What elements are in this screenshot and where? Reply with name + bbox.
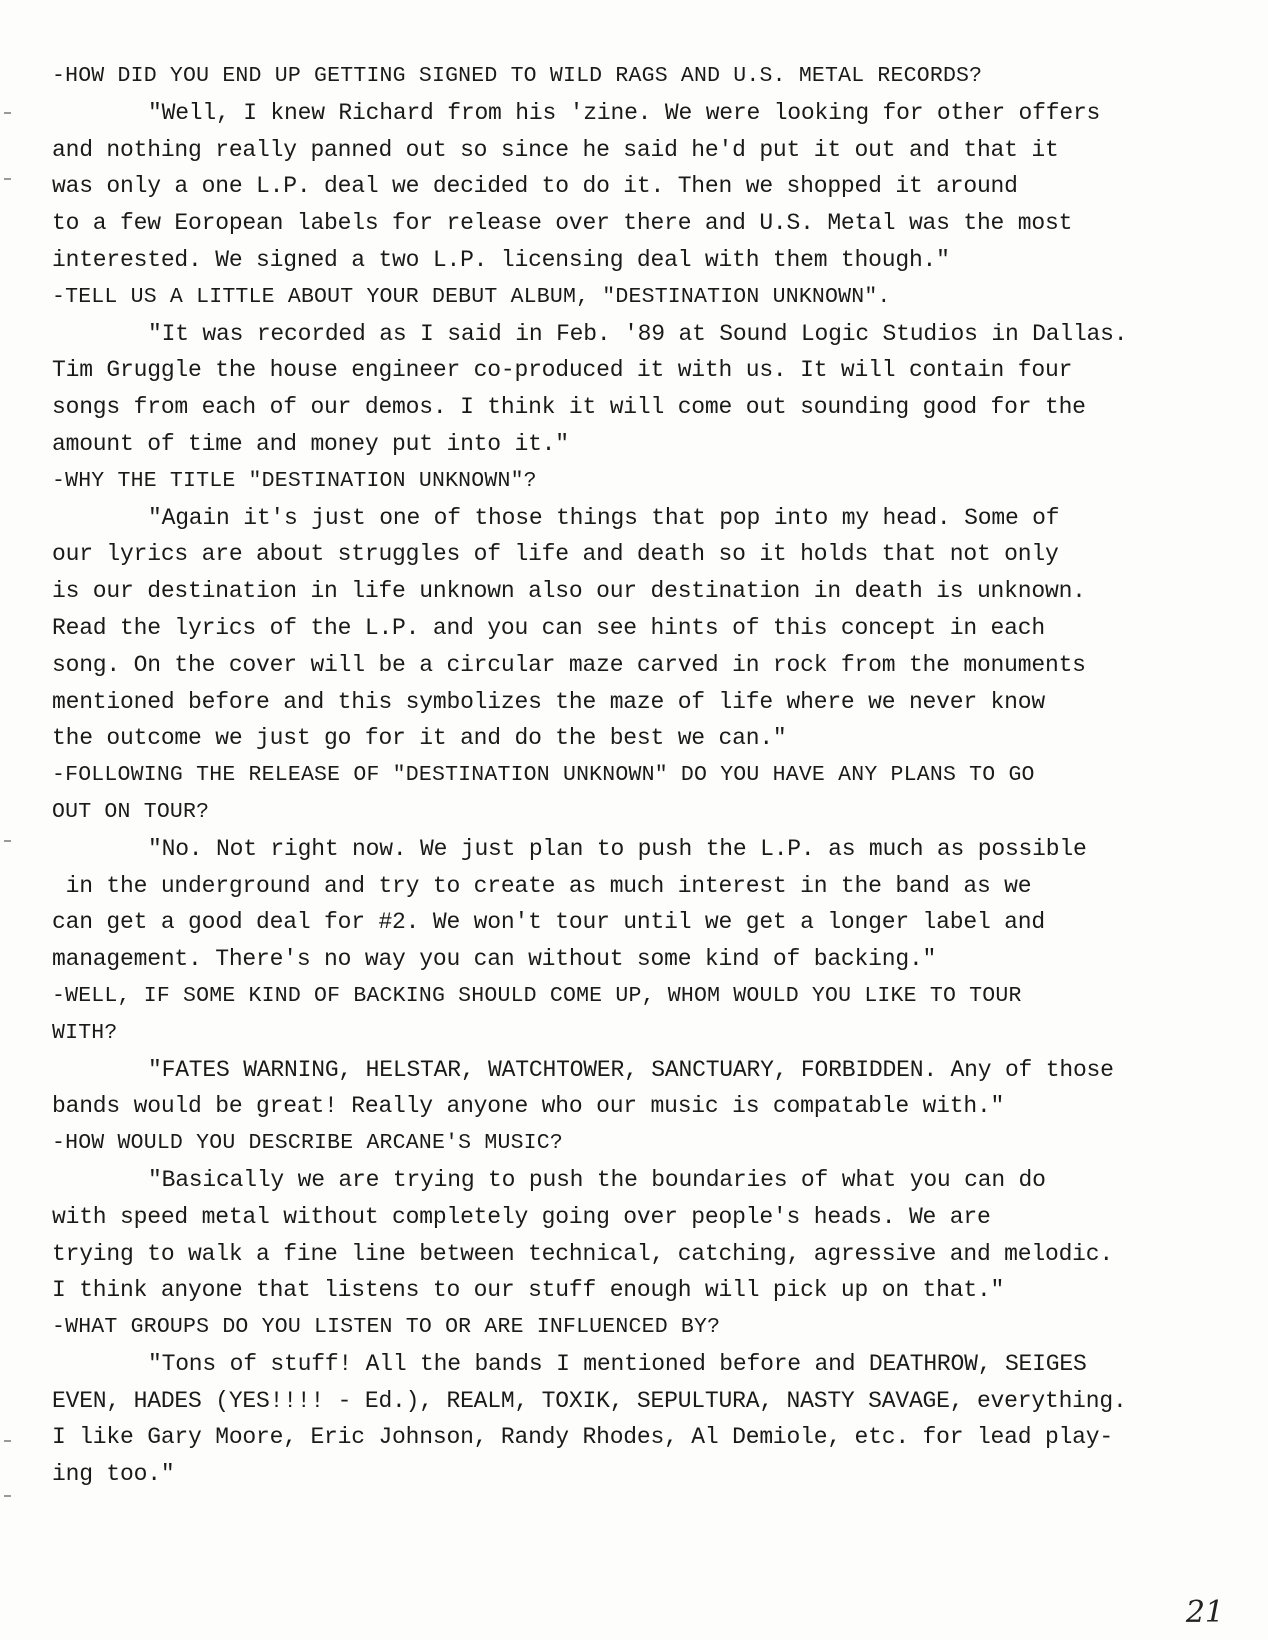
question-line: -WHY THE TITLE "DESTINATION UNKNOWN"? <box>52 468 537 493</box>
margin-mark <box>4 178 11 180</box>
answer-line: songs from each of our demos. I think it will come out sounding good for the <box>52 394 1086 421</box>
answer-line: trying to walk a fine line between technical, catching, agressive and melodic. <box>52 1240 1113 1267</box>
answer-line: I think anyone that listens to our stuff enough will pick up on that." <box>52 1277 1005 1304</box>
interview-text <box>52 58 1232 1493</box>
answer-line: bands would be great! Really anyone who our music is compatable with." <box>52 1093 1005 1120</box>
answer-line: "No. Not right now. We just plan to push the L.P. as much as possible <box>148 835 1087 862</box>
answer-line: was only a one L.P. deal we decided to do it. Then we shopped it around <box>52 173 1018 200</box>
answer-line: management. There's no way you can without some kind of backing." <box>52 946 937 973</box>
answer-line: with speed metal without completely going over people's heads. We are <box>52 1203 991 1230</box>
question-line: -TELL US A LITTLE ABOUT YOUR DEBUT ALBUM, "DESTINATION UNKNOWN". <box>52 284 891 309</box>
answer-line: can get a good deal for #2. We won't tour until we get a longer label and <box>52 909 1045 936</box>
answer-line: and nothing really panned out so since he said he'd put it out and that it <box>52 136 1059 163</box>
answer-line: "FATES WARNING, HELSTAR, WATCHTOWER, SANCTUARY, FORBIDDEN. Any of those <box>148 1056 1114 1083</box>
answer-line: to a few Eoropean labels for release over there and U.S. Metal was the most <box>52 210 1073 237</box>
question-line: OUT ON TOUR? <box>52 799 210 824</box>
question-line: -WHAT GROUPS DO YOU LISTEN TO OR ARE INFLUENCED BY? <box>52 1315 721 1340</box>
answer-line: "Tons of stuff! All the bands I mentioned before and DEATHROW, SEIGES <box>148 1350 1087 1377</box>
answer-line: mentioned before and this symbolizes the maze of life where we never know <box>52 688 1045 715</box>
answer-line: our lyrics are about struggles of life and death so it holds that not only <box>52 541 1059 568</box>
answer-line: "It was recorded as I said in Feb. '89 at Sound Logic Studios in Dallas. <box>148 320 1128 347</box>
question-line: -HOW WOULD YOU DESCRIBE ARCANE'S MUSIC? <box>52 1131 563 1156</box>
margin-mark <box>4 1440 11 1442</box>
answer-line: ing too." <box>52 1461 175 1488</box>
margin-mark <box>4 1495 11 1497</box>
answer-line: the outcome we just go for it and do the best we can." <box>52 725 787 752</box>
question-line: -HOW DID YOU END UP GETTING SIGNED TO WILD RAGS AND U.S. METAL RECORDS? <box>52 64 983 88</box>
question-line: -FOLLOWING THE RELEASE OF "DESTINATION UNKNOWN" DO YOU HAVE ANY PLANS TO GO <box>52 763 1035 788</box>
answer-line: interested. We signed a two L.P. licensing deal with them though." <box>52 246 950 273</box>
answer-line: "Well, I knew Richard from his 'zine. We were looking for other offers <box>148 99 1101 126</box>
answer-line: amount of time and money put into it." <box>52 430 569 457</box>
answer-line: "Again it's just one of those things that pop into my head. Some of <box>148 504 1060 531</box>
answer-line: EVEN, HADES (YES!!!! - Ed.), REALM, TOXIK, SEPULTURA, NASTY SAVAGE, everything. <box>52 1387 1127 1414</box>
answer-line: Tim Gruggle the house engineer co-produced it with us. It will contain four <box>52 357 1073 384</box>
answer-line: "Basically we are trying to push the boundaries of what you can do <box>148 1166 1046 1193</box>
answer-line: song. On the cover will be a circular maze carved in rock from the monuments <box>52 651 1086 678</box>
page-number: 21 <box>1185 1595 1224 1630</box>
answer-line: in the underground and try to create as much interest in the band as we <box>52 872 1032 899</box>
answer-line: Read the lyrics of the L.P. and you can see hints of this concept in each <box>52 614 1045 641</box>
margin-mark <box>4 112 11 114</box>
answer-line: I like Gary Moore, Eric Johnson, Randy Rhodes, Al Demiole, etc. for lead play- <box>52 1424 1113 1451</box>
answer-line: is our destination in life unknown also our destination in death is unknown. <box>52 578 1086 605</box>
margin-mark <box>4 840 11 842</box>
question-line: -WELL, IF SOME KIND OF BACKING SHOULD COME UP, WHOM WOULD YOU LIKE TO TOUR <box>52 983 1022 1008</box>
question-line: WITH? <box>52 1020 118 1045</box>
